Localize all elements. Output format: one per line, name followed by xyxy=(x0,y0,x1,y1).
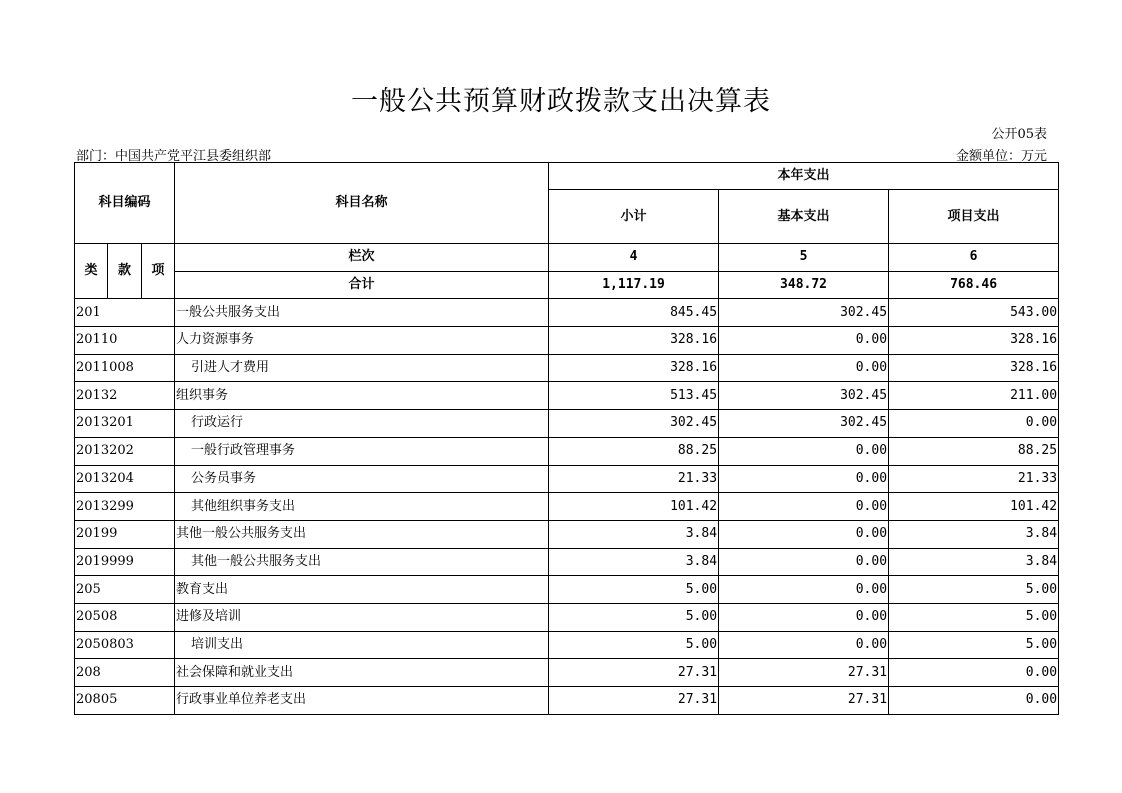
amount-unit-label: 金额单位：万元 xyxy=(955,149,1047,164)
row-subtotal: 3.84 xyxy=(549,548,719,576)
row-basic: 0.00 xyxy=(719,603,889,631)
table-row xyxy=(75,603,1059,631)
row-basic: 0.00 xyxy=(719,631,889,659)
row-code: 20110 xyxy=(75,327,175,355)
row-basic: 0.00 xyxy=(719,520,889,548)
row-name: 人力资源事务 xyxy=(175,327,549,355)
row-code: 208 xyxy=(75,659,175,687)
column-header-basic: 基本支出 xyxy=(719,190,889,244)
row-subtotal: 328.16 xyxy=(549,327,719,355)
page-title: 一般公共预算财政拨款支出决算表 xyxy=(351,86,771,117)
row-name: 教育支出 xyxy=(175,576,549,604)
row-name: 其他一般公共服务支出 xyxy=(175,520,549,548)
table-row xyxy=(75,687,1059,715)
row-basic: 302.45 xyxy=(719,410,889,438)
row-name: 培训支出 xyxy=(175,631,549,659)
column-header-xiang: 项 xyxy=(142,244,175,299)
column-header-lei: 类 xyxy=(75,244,108,299)
row-subtotal: 27.31 xyxy=(549,687,719,715)
row-name: 引进人才费用 xyxy=(175,354,549,382)
table-row xyxy=(75,631,1059,659)
row-subtotal: 21.33 xyxy=(549,465,719,493)
row-code: 2013202 xyxy=(75,437,175,465)
column-header-project: 项目支出 xyxy=(889,190,1059,244)
row-subtotal: 88.25 xyxy=(549,437,719,465)
row-project: 0.00 xyxy=(889,687,1059,715)
total-basic: 348.72 xyxy=(719,271,889,299)
row-name: 社会保障和就业支出 xyxy=(175,659,549,687)
row-subtotal: 27.31 xyxy=(549,659,719,687)
row-code: 20199 xyxy=(75,520,175,548)
total-subtotal: 1,117.19 xyxy=(549,271,719,299)
row-name: 其他组织事务支出 xyxy=(175,493,549,521)
header-row-1 xyxy=(75,163,1059,190)
column-index-subtotal: 4 xyxy=(549,244,719,272)
row-name: 公务员事务 xyxy=(175,465,549,493)
row-basic: 0.00 xyxy=(719,576,889,604)
row-subtotal: 513.45 xyxy=(549,382,719,410)
row-code: 205 xyxy=(75,576,175,604)
row-subtotal: 101.42 xyxy=(549,493,719,521)
row-code: 20132 xyxy=(75,382,175,410)
row-name: 行政事业单位养老支出 xyxy=(175,687,549,715)
row-project: 101.42 xyxy=(889,493,1059,521)
row-basic: 27.31 xyxy=(719,659,889,687)
column-index-row xyxy=(75,244,1059,272)
table-row xyxy=(75,548,1059,576)
table-row xyxy=(75,410,1059,438)
row-basic: 0.00 xyxy=(719,548,889,576)
row-basic: 302.45 xyxy=(719,299,889,327)
row-name: 一般行政管理事务 xyxy=(175,437,549,465)
column-index-project: 6 xyxy=(889,244,1059,272)
row-code: 20805 xyxy=(75,687,175,715)
total-row xyxy=(75,271,1059,299)
expenditure-table xyxy=(74,162,1059,715)
row-project: 328.16 xyxy=(889,354,1059,382)
row-basic: 0.00 xyxy=(719,437,889,465)
row-project: 88.25 xyxy=(889,437,1059,465)
form-number: 公开05表 xyxy=(991,127,1047,142)
row-basic: 27.31 xyxy=(719,687,889,715)
row-code: 2019999 xyxy=(75,548,175,576)
row-name: 其他一般公共服务支出 xyxy=(175,548,549,576)
row-project: 0.00 xyxy=(889,410,1059,438)
row-project: 543.00 xyxy=(889,299,1059,327)
row-subtotal: 3.84 xyxy=(549,520,719,548)
row-basic: 302.45 xyxy=(719,382,889,410)
row-name: 行政运行 xyxy=(175,410,549,438)
total-label: 合计 xyxy=(175,271,549,299)
column-header-current-year: 本年支出 xyxy=(549,163,1059,190)
row-project: 0.00 xyxy=(889,659,1059,687)
row-project: 3.84 xyxy=(889,548,1059,576)
row-code: 2013201 xyxy=(75,410,175,438)
row-name: 一般公共服务支出 xyxy=(175,299,549,327)
row-basic: 0.00 xyxy=(719,327,889,355)
row-project: 328.16 xyxy=(889,327,1059,355)
row-name: 进修及培训 xyxy=(175,603,549,631)
row-subtotal: 5.00 xyxy=(549,603,719,631)
column-index-label: 栏次 xyxy=(175,244,549,272)
row-code: 201 xyxy=(75,299,175,327)
row-basic: 0.00 xyxy=(719,493,889,521)
column-index-basic: 5 xyxy=(719,244,889,272)
row-subtotal: 328.16 xyxy=(549,354,719,382)
column-header-kuan: 款 xyxy=(108,244,142,299)
table-row xyxy=(75,437,1059,465)
table-row xyxy=(75,465,1059,493)
total-project: 768.46 xyxy=(889,271,1059,299)
table-row xyxy=(75,659,1059,687)
row-subtotal: 5.00 xyxy=(549,576,719,604)
table-row xyxy=(75,299,1059,327)
row-subtotal: 845.45 xyxy=(549,299,719,327)
table-row xyxy=(75,382,1059,410)
row-name: 组织事务 xyxy=(175,382,549,410)
department-label: 部门：中国共产党平江县委组织部 xyxy=(76,149,272,164)
table-row xyxy=(75,576,1059,604)
row-code: 2050803 xyxy=(75,631,175,659)
table-row xyxy=(75,327,1059,355)
row-code: 2013299 xyxy=(75,493,175,521)
row-code: 2013204 xyxy=(75,465,175,493)
row-project: 5.00 xyxy=(889,576,1059,604)
table-row xyxy=(75,493,1059,521)
row-project: 5.00 xyxy=(889,603,1059,631)
column-header-name: 科目名称 xyxy=(175,163,549,244)
column-header-subtotal: 小计 xyxy=(549,190,719,244)
table-row xyxy=(75,520,1059,548)
row-project: 5.00 xyxy=(889,631,1059,659)
row-code: 2011008 xyxy=(75,354,175,382)
row-subtotal: 302.45 xyxy=(549,410,719,438)
row-code: 20508 xyxy=(75,603,175,631)
row-project: 211.00 xyxy=(889,382,1059,410)
row-basic: 0.00 xyxy=(719,465,889,493)
table-row xyxy=(75,354,1059,382)
column-header-code: 科目编码 xyxy=(75,163,175,244)
row-subtotal: 5.00 xyxy=(549,631,719,659)
row-project: 3.84 xyxy=(889,520,1059,548)
row-basic: 0.00 xyxy=(719,354,889,382)
row-project: 21.33 xyxy=(889,465,1059,493)
